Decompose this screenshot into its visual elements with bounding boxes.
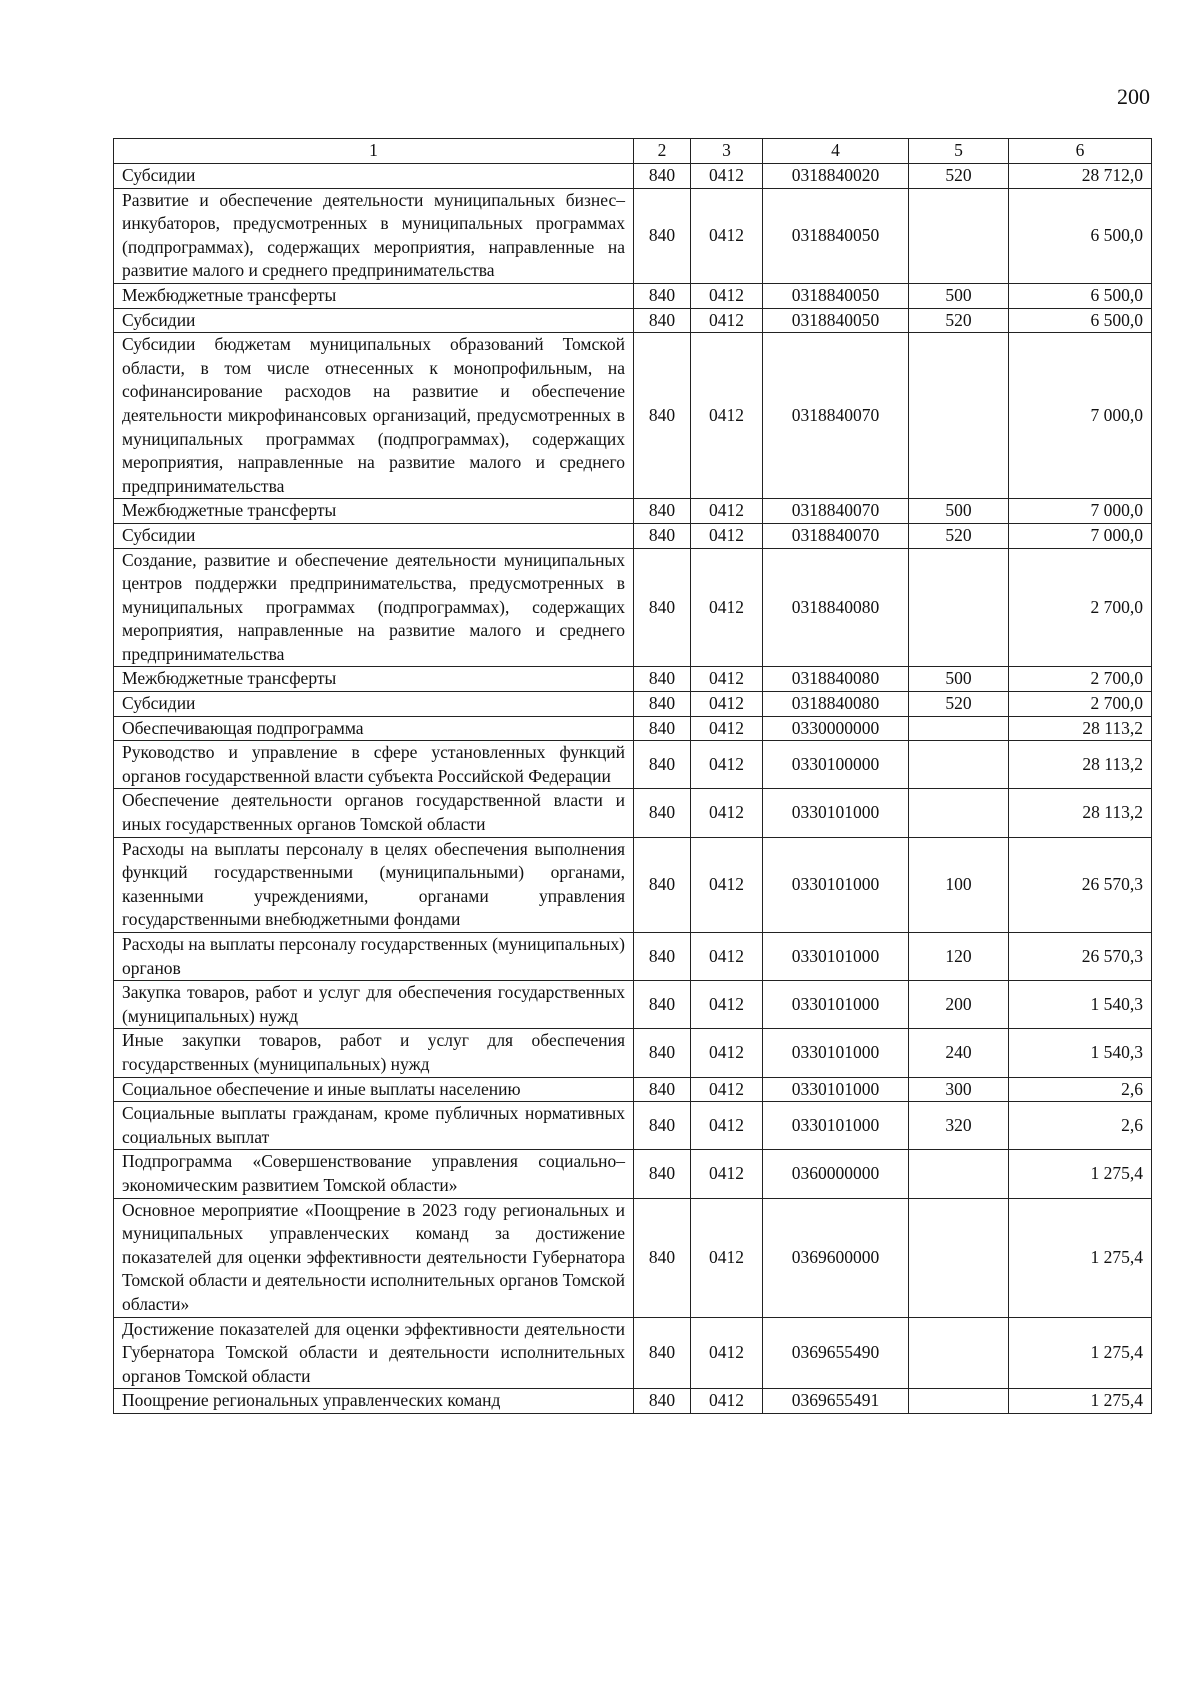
section-code-cell: 0412 — [691, 1317, 763, 1389]
table-row — [114, 188, 1152, 283]
admin-code-cell: 840 — [634, 1077, 691, 1102]
target-article-cell: 0330101000 — [763, 837, 909, 932]
description-cell: Субсидии — [114, 692, 634, 717]
expense-type-cell: 520 — [909, 523, 1009, 548]
table-row — [114, 1317, 1152, 1389]
table-header-row — [114, 139, 1152, 164]
target-article-cell: 0330000000 — [763, 716, 909, 741]
admin-code-cell: 840 — [634, 741, 691, 789]
expense-type-cell — [909, 741, 1009, 789]
amount-cell: 2 700,0 — [1009, 548, 1152, 667]
description-cell: Межбюджетные трансферты — [114, 499, 634, 524]
section-code-cell: 0412 — [691, 1198, 763, 1317]
table-row — [114, 1150, 1152, 1198]
expense-type-cell — [909, 548, 1009, 667]
description-cell: Обеспечение деятельности органов государственной власти и иных государственных органов Томской области — [114, 789, 634, 837]
admin-code-cell: 840 — [634, 981, 691, 1029]
amount-cell: 26 570,3 — [1009, 837, 1152, 932]
expense-type-cell: 300 — [909, 1077, 1009, 1102]
description-cell: Субсидии — [114, 308, 634, 333]
target-article-cell: 0330101000 — [763, 981, 909, 1029]
admin-code-cell: 840 — [634, 667, 691, 692]
expense-type-cell: 520 — [909, 692, 1009, 717]
column-header: 6 — [1009, 139, 1152, 164]
table-row — [114, 1077, 1152, 1102]
description-cell: Иные закупки товаров, работ и услуг для обеспечения государственных (муниципальных) нужд — [114, 1029, 634, 1077]
expense-type-cell: 520 — [909, 308, 1009, 333]
target-article-cell: 0318840050 — [763, 308, 909, 333]
table-row — [114, 333, 1152, 499]
expense-type-cell — [909, 789, 1009, 837]
column-header: 4 — [763, 139, 909, 164]
description-cell: Руководство и управление в сфере установленных функций органов государственной власти субъекта Российской Федерации — [114, 741, 634, 789]
amount-cell: 7 000,0 — [1009, 333, 1152, 499]
amount-cell: 6 500,0 — [1009, 308, 1152, 333]
description-cell: Закупка товаров, работ и услуг для обеспечения государственных (муниципальных) нужд — [114, 981, 634, 1029]
expense-type-cell: 500 — [909, 667, 1009, 692]
section-code-cell: 0412 — [691, 1150, 763, 1198]
target-article-cell: 0318840070 — [763, 499, 909, 524]
amount-cell: 1 275,4 — [1009, 1317, 1152, 1389]
expense-type-cell: 320 — [909, 1102, 1009, 1150]
target-article-cell: 0369655490 — [763, 1317, 909, 1389]
table-row — [114, 692, 1152, 717]
description-cell: Основное мероприятие «Поощрение в 2023 году региональных и муниципальных управленческих команд за достижение показателей для оценки эффективности деятельности Губернатора Томской области и деятельности исполнительных органов Томской области» — [114, 1198, 634, 1317]
expense-type-cell — [909, 716, 1009, 741]
admin-code-cell: 840 — [634, 188, 691, 283]
target-article-cell: 0330101000 — [763, 933, 909, 981]
target-article-cell: 0318840080 — [763, 692, 909, 717]
section-code-cell: 0412 — [691, 716, 763, 741]
expense-type-cell — [909, 1389, 1009, 1414]
table-row — [114, 741, 1152, 789]
table-row — [114, 789, 1152, 837]
target-article-cell: 0318840020 — [763, 164, 909, 189]
admin-code-cell: 840 — [634, 692, 691, 717]
target-article-cell: 0360000000 — [763, 1150, 909, 1198]
amount-cell: 2 700,0 — [1009, 667, 1152, 692]
section-code-cell: 0412 — [691, 667, 763, 692]
description-cell: Социальные выплаты гражданам, кроме публичных нормативных социальных выплат — [114, 1102, 634, 1150]
description-cell: Субсидии — [114, 523, 634, 548]
section-code-cell: 0412 — [691, 283, 763, 308]
section-code-cell: 0412 — [691, 1102, 763, 1150]
description-cell: Субсидии бюджетам муниципальных образований Томской области, в том числе отнесенных к монопрофильным, на софинансирование расходов на развитие и обеспечение деятельности микрофинансовых организаций, предусмотренных в муниципальных программах (подпрограммах), содержащих мероприятия, направленные на развитие малого и среднего предпринимательства — [114, 333, 634, 499]
expense-type-cell — [909, 333, 1009, 499]
admin-code-cell: 840 — [634, 548, 691, 667]
page-number: 200 — [1117, 84, 1150, 109]
admin-code-cell: 840 — [634, 1389, 691, 1414]
description-cell: Межбюджетные трансферты — [114, 283, 634, 308]
description-cell: Межбюджетные трансферты — [114, 667, 634, 692]
target-article-cell: 0330101000 — [763, 1102, 909, 1150]
table-row — [114, 1198, 1152, 1317]
admin-code-cell: 840 — [634, 1102, 691, 1150]
section-code-cell: 0412 — [691, 523, 763, 548]
table-row — [114, 499, 1152, 524]
description-cell: Обеспечивающая подпрограмма — [114, 716, 634, 741]
column-header: 2 — [634, 139, 691, 164]
amount-cell: 1 275,4 — [1009, 1389, 1152, 1414]
section-code-cell: 0412 — [691, 741, 763, 789]
table-row — [114, 1389, 1152, 1414]
target-article-cell: 0369600000 — [763, 1198, 909, 1317]
target-article-cell: 0369655491 — [763, 1389, 909, 1414]
table-row — [114, 164, 1152, 189]
expense-type-cell — [909, 1150, 1009, 1198]
section-code-cell: 0412 — [691, 548, 763, 667]
amount-cell: 28 113,2 — [1009, 741, 1152, 789]
amount-cell: 1 275,4 — [1009, 1150, 1152, 1198]
section-code-cell: 0412 — [691, 837, 763, 932]
section-code-cell: 0412 — [691, 164, 763, 189]
amount-cell: 7 000,0 — [1009, 523, 1152, 548]
target-article-cell: 0330101000 — [763, 789, 909, 837]
admin-code-cell: 840 — [634, 1317, 691, 1389]
admin-code-cell: 840 — [634, 1029, 691, 1077]
description-cell: Субсидии — [114, 164, 634, 189]
amount-cell: 1 540,3 — [1009, 1029, 1152, 1077]
budget-table — [113, 138, 1152, 1414]
section-code-cell: 0412 — [691, 933, 763, 981]
description-cell: Подпрограмма «Совершенствование управления социально–экономическим развитием Томской области» — [114, 1150, 634, 1198]
admin-code-cell: 840 — [634, 283, 691, 308]
expense-type-cell: 520 — [909, 164, 1009, 189]
admin-code-cell: 840 — [634, 164, 691, 189]
amount-cell: 28 712,0 — [1009, 164, 1152, 189]
table-row — [114, 1029, 1152, 1077]
admin-code-cell: 840 — [634, 837, 691, 932]
expense-type-cell — [909, 188, 1009, 283]
table-row — [114, 523, 1152, 548]
admin-code-cell: 840 — [634, 499, 691, 524]
description-cell: Расходы на выплаты персоналу в целях обеспечения выполнения функций государственными (муниципальными) органами, казенными учреждениями, органами управления государственными внебюджетными фондами — [114, 837, 634, 932]
section-code-cell: 0412 — [691, 1029, 763, 1077]
expense-type-cell: 500 — [909, 499, 1009, 524]
table-row — [114, 933, 1152, 981]
admin-code-cell: 840 — [634, 333, 691, 499]
amount-cell: 6 500,0 — [1009, 188, 1152, 283]
section-code-cell: 0412 — [691, 789, 763, 837]
amount-cell: 26 570,3 — [1009, 933, 1152, 981]
target-article-cell: 0318840050 — [763, 283, 909, 308]
expense-type-cell: 200 — [909, 981, 1009, 1029]
column-header: 5 — [909, 139, 1009, 164]
admin-code-cell: 840 — [634, 1150, 691, 1198]
admin-code-cell: 840 — [634, 1198, 691, 1317]
expense-type-cell: 120 — [909, 933, 1009, 981]
admin-code-cell: 840 — [634, 716, 691, 741]
section-code-cell: 0412 — [691, 188, 763, 283]
description-cell: Создание, развитие и обеспечение деятельности муниципальных центров поддержки предпринимательства, предусмотренных в муниципальных программах (подпрограммах), содержащих мероприятия, направленные на развитие малого и среднего предпринимательства — [114, 548, 634, 667]
section-code-cell: 0412 — [691, 333, 763, 499]
amount-cell: 7 000,0 — [1009, 499, 1152, 524]
section-code-cell: 0412 — [691, 1389, 763, 1414]
table-row — [114, 716, 1152, 741]
amount-cell: 2,6 — [1009, 1102, 1152, 1150]
admin-code-cell: 840 — [634, 933, 691, 981]
target-article-cell: 0330101000 — [763, 1077, 909, 1102]
column-header: 1 — [114, 139, 634, 164]
target-article-cell: 0330101000 — [763, 1029, 909, 1077]
section-code-cell: 0412 — [691, 499, 763, 524]
table-row — [114, 283, 1152, 308]
table-row — [114, 308, 1152, 333]
target-article-cell: 0318840050 — [763, 188, 909, 283]
target-article-cell: 0318840080 — [763, 548, 909, 667]
admin-code-cell: 840 — [634, 308, 691, 333]
section-code-cell: 0412 — [691, 308, 763, 333]
section-code-cell: 0412 — [691, 1077, 763, 1102]
description-cell: Социальное обеспечение и иные выплаты населению — [114, 1077, 634, 1102]
table-row — [114, 667, 1152, 692]
target-article-cell: 0318840070 — [763, 333, 909, 499]
description-cell: Поощрение региональных управленческих команд — [114, 1389, 634, 1414]
admin-code-cell: 840 — [634, 789, 691, 837]
expense-type-cell — [909, 1317, 1009, 1389]
target-article-cell: 0330100000 — [763, 741, 909, 789]
amount-cell: 6 500,0 — [1009, 283, 1152, 308]
amount-cell: 1 275,4 — [1009, 1198, 1152, 1317]
table-row — [114, 1102, 1152, 1150]
expense-type-cell: 240 — [909, 1029, 1009, 1077]
target-article-cell: 0318840070 — [763, 523, 909, 548]
expense-type-cell: 500 — [909, 283, 1009, 308]
amount-cell: 28 113,2 — [1009, 789, 1152, 837]
section-code-cell: 0412 — [691, 692, 763, 717]
description-cell: Расходы на выплаты персоналу государственных (муниципальных) органов — [114, 933, 634, 981]
amount-cell: 2 700,0 — [1009, 692, 1152, 717]
column-header: 3 — [691, 139, 763, 164]
amount-cell: 28 113,2 — [1009, 716, 1152, 741]
expense-type-cell: 100 — [909, 837, 1009, 932]
admin-code-cell: 840 — [634, 523, 691, 548]
table-row — [114, 548, 1152, 667]
description-cell: Достижение показателей для оценки эффективности деятельности Губернатора Томской области и деятельности исполнительных органов Томской области — [114, 1317, 634, 1389]
amount-cell: 1 540,3 — [1009, 981, 1152, 1029]
table-row — [114, 981, 1152, 1029]
expense-type-cell — [909, 1198, 1009, 1317]
amount-cell: 2,6 — [1009, 1077, 1152, 1102]
description-cell: Развитие и обеспечение деятельности муниципальных бизнес–инкубаторов, предусмотренных в муниципальных программах (подпрограммах), содержащих мероприятия, направленные на развитие малого и среднего предпринимательства — [114, 188, 634, 283]
target-article-cell: 0318840080 — [763, 667, 909, 692]
table-row — [114, 837, 1152, 932]
section-code-cell: 0412 — [691, 981, 763, 1029]
